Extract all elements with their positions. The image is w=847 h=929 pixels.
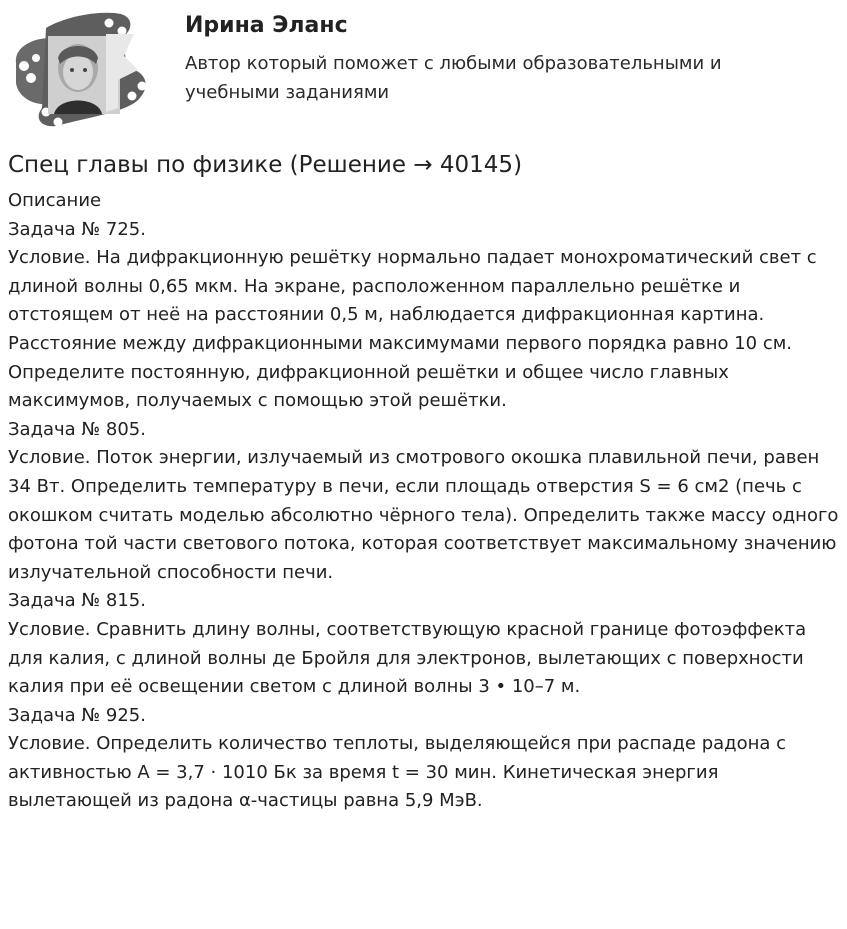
task-925	[8, 702, 843, 816]
author-avatar[interactable]	[6, 8, 152, 128]
task-heading: Задача № 805.	[8, 418, 146, 440]
document-body	[8, 187, 843, 816]
author-name[interactable]: Ирина Эланс	[185, 13, 348, 38]
page-title: Спец главы по физике (Решение → 40145)	[8, 152, 523, 178]
task-805	[8, 416, 843, 588]
task-heading: Задача № 925.	[8, 704, 146, 726]
task-condition: Условие. Поток энергии, излучаемый из смотрового окошка плавильной печи, равен 34 Вт. Определить температуру в печи, если площадь отверстия S = 6 см2 (печь с окошком считать моделью абсолютно чёрного тела). Определить также массу одного фотона той части светового потока, которая соответствует максимальному значению излучательной способности печи.	[8, 447, 839, 583]
task-condition: Условие. Сравнить длину волны, соответствующую красной границе фотоэффекта для калия, с длиной волны де Бройля для электронов, вылетающих с поверхности калия при её освещении светом с длиной волны 3 • 10–7 м.	[8, 618, 807, 698]
task-heading: Задача № 725.	[8, 218, 146, 240]
task-heading: Задача № 815.	[8, 590, 146, 612]
task-condition: Условие. На дифракционную решётку нормально падает монохроматический свет с длиной волны 0,65 мкм. На экране, расположенном параллельно решётке и отстоящем от неё на расстоянии 0,5 м, наблюдается дифракционная картина. Расстояние между дифракционными максимумами первого порядка равно 10 см. Определите постоянную, дифракционной решётки и общее число главных максимумов, получаемых с помощью этой решётки.	[8, 247, 817, 412]
task-815	[8, 587, 843, 701]
author-description: Автор который поможет с любыми образовательными и учебными заданиями	[185, 53, 722, 103]
description-label: Описание	[8, 190, 102, 211]
task-condition: Условие. Определить количество теплоты, выделяющейся при распаде радона с активностью A = 3,7 · 1010 Бк за время t = 30 мин. Кинетическая энергия вылетающей из радона α-частицы равна 5,9 МэВ.	[8, 733, 787, 812]
author-header	[0, 0, 847, 135]
task-725	[8, 216, 843, 416]
film-frame-photo-icon	[6, 8, 152, 128]
